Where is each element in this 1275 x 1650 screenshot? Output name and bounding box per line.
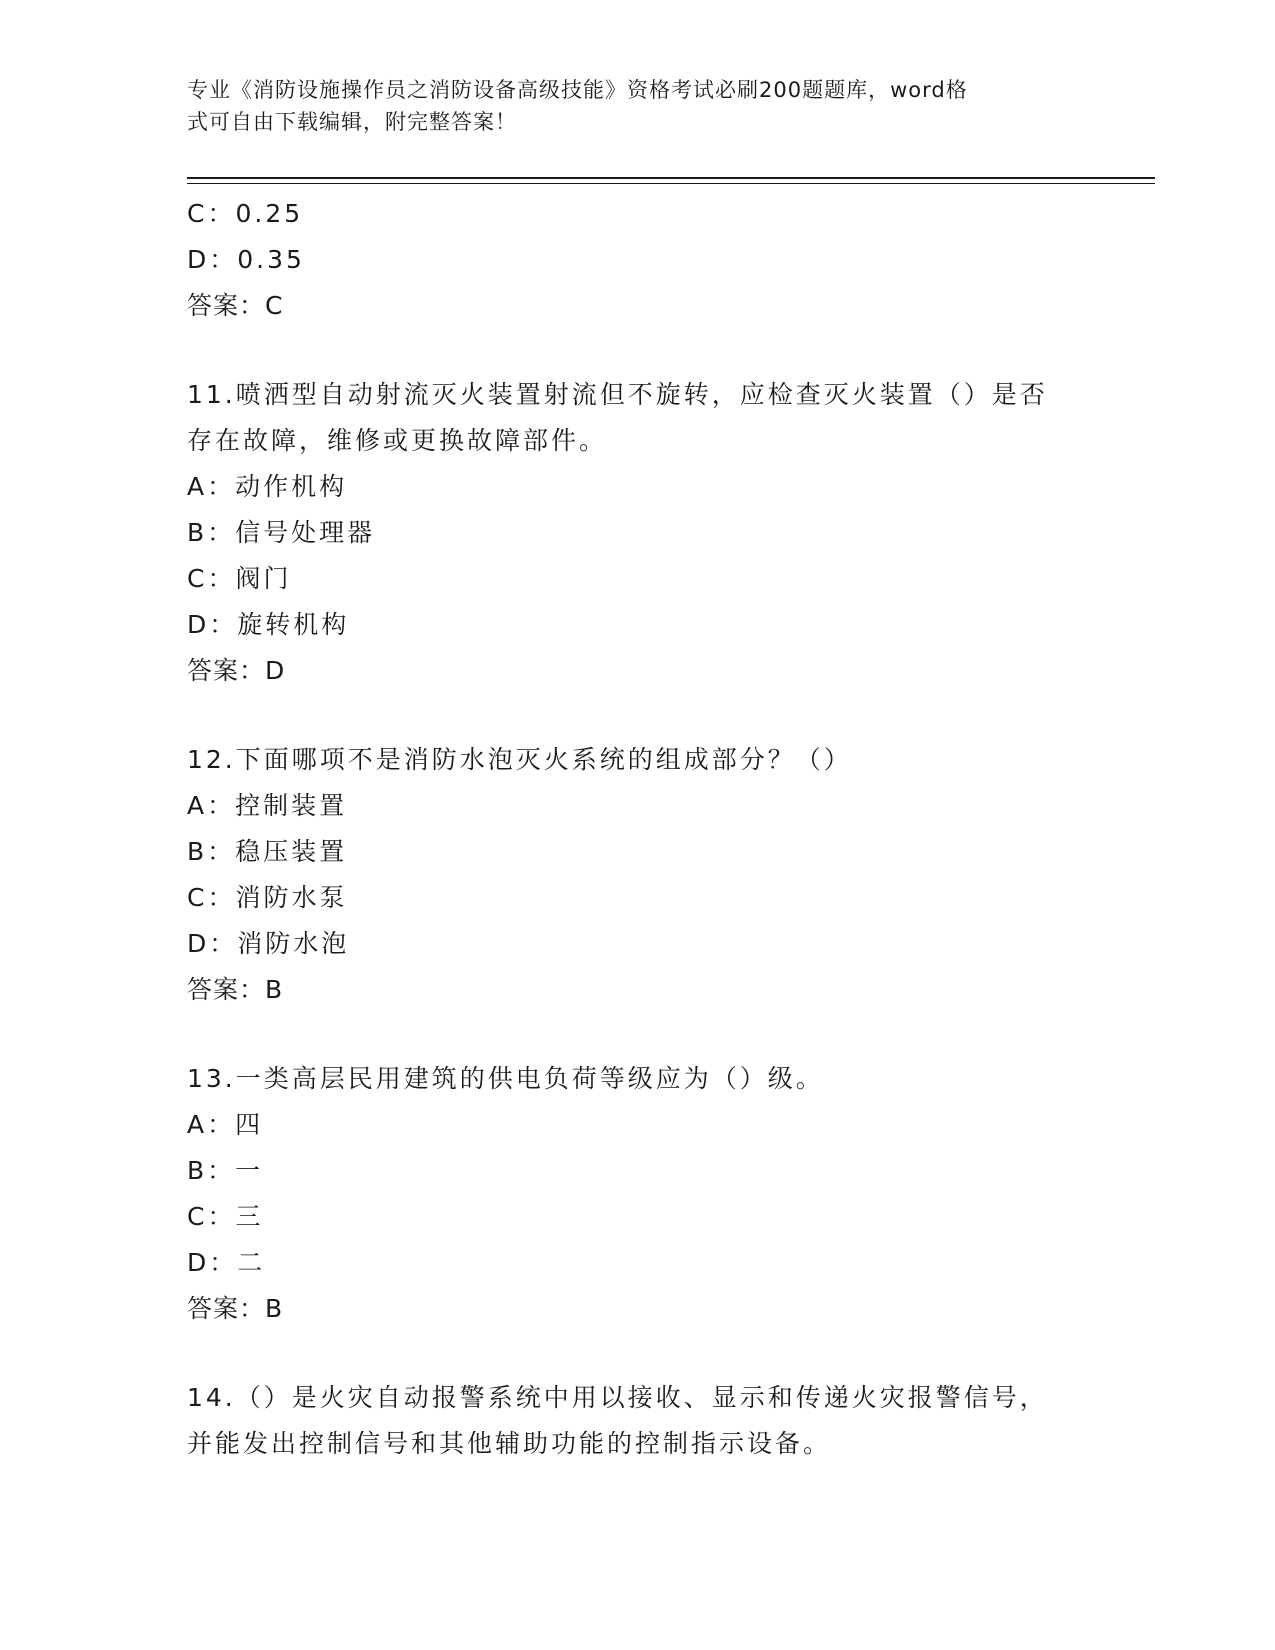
answer-line: 答案：D xyxy=(187,656,286,685)
question-13 xyxy=(187,1056,1087,1332)
option-b xyxy=(187,1148,1087,1194)
question-10-tail xyxy=(187,191,1087,329)
question-stem-line-1: 14.（）是火灾自动报警系统中用以接收、显示和传递火灾报警信号， xyxy=(187,1383,1048,1412)
spacer xyxy=(187,1013,1087,1056)
spacer xyxy=(187,694,1087,737)
answer-line: 答案：B xyxy=(187,975,284,1004)
option-text: 信号处理器 xyxy=(235,518,376,547)
option-text: 0.35 xyxy=(237,245,305,274)
option-text: 动作机构 xyxy=(235,472,348,501)
option-label: C： xyxy=(187,883,236,912)
option-text: 旋转机构 xyxy=(237,610,350,639)
option-text: 一 xyxy=(235,1156,264,1185)
header-divider-thin xyxy=(187,183,1155,184)
option-d xyxy=(187,921,1087,967)
answer-line: 答案：C xyxy=(187,291,284,320)
option-label: C： xyxy=(187,564,236,593)
option-b xyxy=(187,510,1087,556)
option-label: C： xyxy=(187,1202,236,1231)
option-text: 阀门 xyxy=(235,564,292,593)
option-text: 二 xyxy=(237,1248,266,1277)
question-stem-line-1: 11.喷洒型自动射流灭火装置射流但不旋转，应检查灭火装置（）是否 xyxy=(187,380,1048,409)
option-text: 消防水泡 xyxy=(237,929,350,958)
question-stem-line-1: 12.下面哪项不是消防水泡灭火系统的组成部分？（） xyxy=(187,745,852,774)
header-divider-thick xyxy=(187,177,1155,179)
answer-line: 答案：B xyxy=(187,1294,284,1323)
option-label: D： xyxy=(187,245,238,274)
option-b xyxy=(187,829,1087,875)
option-text: 四 xyxy=(235,1110,264,1139)
option-text: 控制装置 xyxy=(235,791,348,820)
option-label: B： xyxy=(187,1156,236,1185)
question-stem-line-1: 13.一类高层民用建筑的供电负荷等级应为（）级。 xyxy=(187,1064,824,1093)
header-title-line-2: 式可自由下载编辑，附完整答案！ xyxy=(187,110,517,134)
option-text: 稳压装置 xyxy=(235,837,348,866)
option-text: 0.25 xyxy=(235,199,304,228)
option-label: A： xyxy=(187,1110,236,1139)
option-label: D： xyxy=(187,1248,238,1277)
option-text: 消防水泵 xyxy=(235,883,348,912)
option-label: D： xyxy=(187,610,238,639)
option-c xyxy=(187,1194,1087,1240)
option-label: D： xyxy=(187,929,238,958)
question-list xyxy=(187,191,1087,1467)
option-a xyxy=(187,783,1087,829)
option-label: A： xyxy=(187,791,236,820)
option-label: C： xyxy=(187,199,236,228)
option-c xyxy=(187,191,1087,237)
question-14 xyxy=(187,1375,1087,1467)
question-stem-line-2: 存在故障，维修或更换故障部件。 xyxy=(187,426,608,455)
option-c xyxy=(187,556,1087,602)
option-label: B： xyxy=(187,837,236,866)
spacer xyxy=(187,329,1087,372)
option-text: 三 xyxy=(235,1202,264,1231)
option-d xyxy=(187,602,1087,648)
option-label: B： xyxy=(187,518,236,547)
header-title-line-1: 专业《消防设施操作员之消防设备高级技能》资格考试必刷200题题库，word格 xyxy=(187,78,968,102)
question-11 xyxy=(187,372,1087,694)
spacer xyxy=(187,1332,1087,1375)
option-d xyxy=(187,1240,1087,1286)
option-label: A： xyxy=(187,472,236,501)
question-stem-line-2: 并能发出控制信号和其他辅助功能的控制指示设备。 xyxy=(187,1429,832,1458)
option-a xyxy=(187,464,1087,510)
option-a xyxy=(187,1102,1087,1148)
document-header xyxy=(187,74,1067,138)
option-d xyxy=(187,237,1087,283)
question-12 xyxy=(187,737,1087,1013)
option-c xyxy=(187,875,1087,921)
